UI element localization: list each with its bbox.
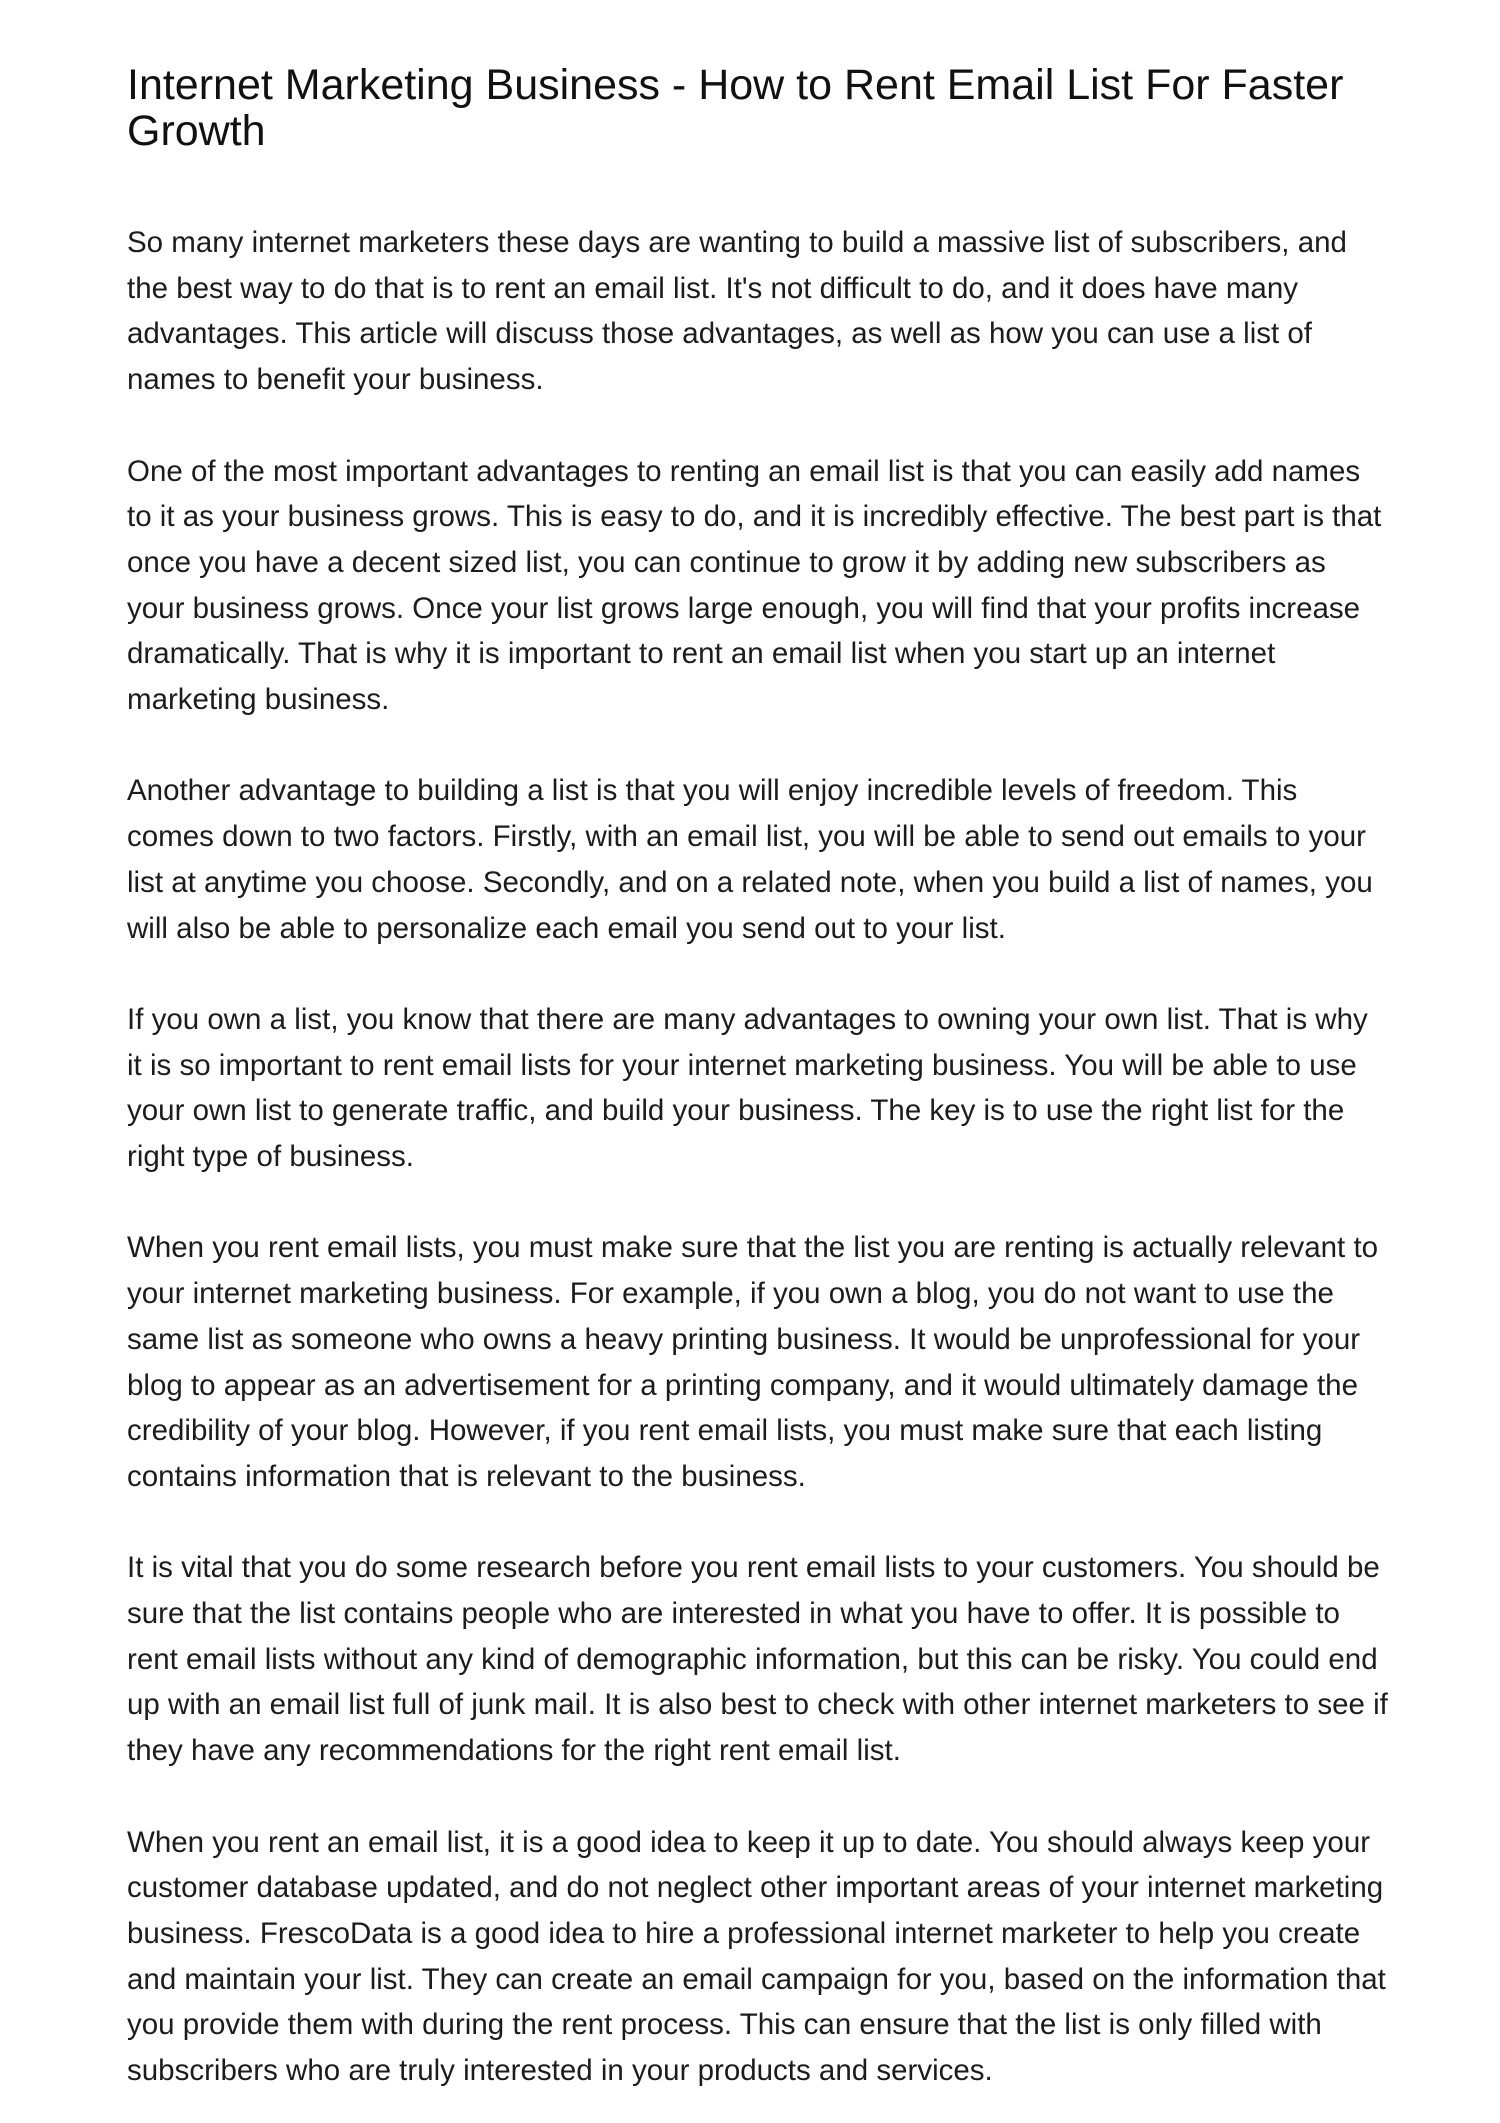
paragraph-2: One of the most important advantages to renting an email list is that you can easily add names to it as your business grows. This is easy to do, and it is incredibly effective. The best part is that once you have a decent sized list, you can continue to grow it by adding new subscribers as your business grows. Once your list grows large enough, you will find that your profits increase dramatically. That is why it is important to rent an email list when you start up an internet marketing business. <box>127 454 1382 717</box>
document-page <box>127 62 1389 2094</box>
paragraph-1: So many internet marketers these days are wanting to build a massive list of subscribers, and the best way to do that is to rent an email list. It's not difficult to do, and it does have many advantages. This article will discuss those advantages, as well as how you can use a list of names to benefit your business. <box>127 226 1347 397</box>
paragraph-7: When you rent an email list, it is a good idea to keep it up to date. You should always keep your customer database updated, and do not neglect other important areas of your internet marketing business. FrescoData is a good idea to hire a professional internet marketer to help you create and maintain your list. They can create an email campaign for you, based on the information that you provide them with during the rent process. This can ensure that the list is only filled with subscribers who are truly interested in your products and services. <box>127 1825 1386 2088</box>
paragraph-4: If you own a list, you know that there are many advantages to owning your own list. That is why it is so important to rent email lists for your internet marketing business. You will be able to use your own list to generate traffic, and build your business. The key is to use the right list for the right type of business. <box>127 1002 1368 1174</box>
paragraph-6: It is vital that you do some research before you rent email lists to your customers. You should be sure that the list contains people who are interested in what you have to offer. It is possible to rent email lists without any kind of demographic information, but this can be risky. You could end up with an email list full of junk mail. It is also best to check with other internet marketers to see if they have any recommendations for the right rent email list. <box>127 1551 1388 1768</box>
paragraph-5: When you rent email lists, you must make sure that the list you are renting is actually relevant to your internet marketing business. For example, if you own a blog, you do not want to use the same list as someone who owns a heavy printing business. It would be unprofessional for your blog to appear as an advertisement for a printing company, and it would ultimately damage the credibility of your blog. However, if you rent email lists, you must make sure that each listing contains information that is relevant to the business. <box>127 1231 1379 1493</box>
document-title: Internet Marketing Business - How to Rent Email List For Faster Growth <box>127 61 1344 155</box>
paragraph-3: Another advantage to building a list is that you will enjoy incredible levels of freedom. This comes down to two factors. Firstly, with an email list, you will be able to send out emails to your list at anytime you choose. Secondly, and on a related note, when you build a list of names, you will also be able to personalize each email you send out to your list. <box>127 774 1373 945</box>
